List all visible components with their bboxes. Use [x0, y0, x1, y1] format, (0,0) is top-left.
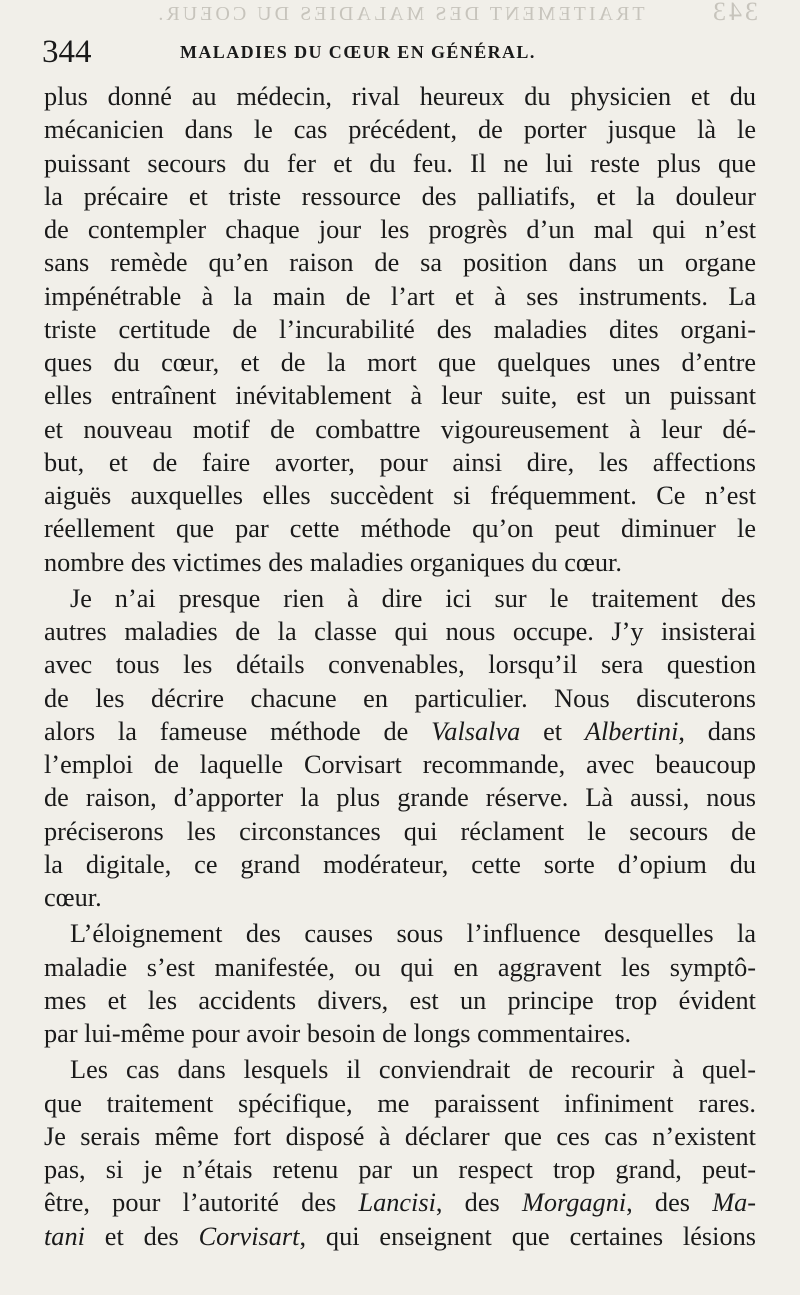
- text-run: être, pour l’autorité des: [44, 1188, 359, 1218]
- text-line: de les décrire chacune en particulier. Nous discuterons: [44, 683, 756, 713]
- text-line: et nouveau motif de combattre vigoureusement à leur dé-: [44, 414, 756, 444]
- text-line: impénétrable à la main de l’art et à ses instruments. La: [44, 281, 756, 311]
- text-line: aiguës auxquelles elles succèdent si fréquemment. Ce n’est: [44, 481, 756, 510]
- text-line: de raison, d’apporter la plus grande réserve. Là aussi, nous: [44, 783, 756, 813]
- italic-name-valsalva: Valsalva: [431, 716, 521, 746]
- italic-name-morgagni: Morgagni: [521, 1188, 627, 1218]
- text-line: Je n’ai presque rien à dire ici sur le traitement des: [70, 583, 756, 613]
- text-line: l’emploi de laquelle Corvisart recommande, avec beaucoup: [44, 750, 756, 779]
- paragraph-1: [44, 80, 756, 579]
- text-line: [44, 715, 756, 748]
- text-run: et: [520, 716, 585, 746]
- text-run: , des: [435, 1188, 522, 1218]
- text-run: , qui enseignent que certaines lésions: [299, 1221, 756, 1251]
- text-line: par lui-même pour avoir besoin de longs commentaires.: [44, 1019, 632, 1048]
- text-line: préciserons les circonstances qui réclament le secours de: [44, 816, 756, 846]
- text-line: but, et de faire avorter, pour ainsi dire, les affections: [44, 447, 756, 477]
- italic-name-matani-part: Ma-: [712, 1188, 757, 1218]
- text-line: [44, 1186, 756, 1219]
- text-line: Les cas dans lesquels il conviendrait de recourir à quel-: [70, 1055, 756, 1085]
- text-run: , des: [626, 1188, 713, 1218]
- text-line: elles entraînent inévitablement à leur suite, est un puissant: [44, 381, 756, 411]
- text-line: avec tous les détails convenables, lorsqu’il sera question: [44, 650, 756, 680]
- text-line: la précaire et triste ressource des palliatifs, et la douleur: [44, 181, 756, 211]
- text-line: que traitement spécifique, me paraissent infiniment rares.: [44, 1088, 756, 1118]
- italic-name-albertini: Albertini: [584, 716, 679, 746]
- text-line: de contempler chaque jour les progrès d’un mal qui n’est: [44, 215, 756, 244]
- text-line: autres maladies de la classe qui nous occupe. J’y insisterai: [44, 617, 756, 646]
- bleed-through-running-head: TRAITEMENT DES MALADIES DU COEUR.: [155, 3, 645, 25]
- text-line: mes et les accidents divers, est un principe trop évident: [44, 985, 756, 1015]
- bleed-through-page-number: 343: [710, 0, 758, 26]
- text-run: alors la fameuse méthode de: [44, 716, 432, 746]
- text-line: la digitale, ce grand modérateur, cette sorte d’opium du: [44, 849, 756, 879]
- text-line: sans remède qu’en raison de sa position dans un organe: [44, 248, 756, 278]
- text-line: L’éloignement des causes sous l’influence desquelles la: [70, 919, 756, 949]
- italic-name-lancisi: Lancisi: [358, 1188, 436, 1218]
- paragraph-3: [44, 917, 756, 1050]
- text-line: triste certitude de l’incurabilité des maladies dites organi-: [44, 314, 756, 344]
- text-line: réellement que par cette méthode qu’on peut diminuer le: [44, 514, 756, 544]
- text-line: Je serais même fort disposé à déclarer que ces cas n’existent: [44, 1121, 756, 1151]
- text-line: pas, si je n’étais retenu par un respect trop grand, peut-: [44, 1155, 756, 1184]
- text-line: [44, 1220, 756, 1253]
- page-header: [40, 30, 756, 74]
- text-line: plus donné au médecin, rival heureux du physicien et du: [44, 82, 756, 111]
- text-line: ques du cœur, et de la mort que quelques unes d’entre: [44, 348, 756, 377]
- body-text: [44, 80, 756, 1253]
- italic-name-corvisart: Corvisart: [198, 1221, 300, 1251]
- italic-name-matani-end: tani: [44, 1221, 85, 1251]
- page-number: 344: [42, 34, 92, 70]
- paragraph-4: [44, 1053, 756, 1253]
- text-line: puissant secours du fer et du feu. Il ne lui reste plus que: [44, 148, 756, 178]
- text-line: nombre des victimes des maladies organiques du cœur.: [44, 547, 622, 577]
- text-run: et des: [84, 1221, 199, 1251]
- text-line: mécanicien dans le cas précédent, de porter jusque là le: [44, 115, 756, 145]
- text-line: cœur.: [44, 883, 102, 912]
- paragraph-2: [44, 582, 756, 915]
- running-head: MALADIES DU CŒUR EN GÉNÉRAL.: [180, 42, 536, 62]
- text-line: maladie s’est manifestée, ou qui en aggravent les symptô-: [44, 952, 756, 982]
- text-run: , dans: [678, 716, 756, 746]
